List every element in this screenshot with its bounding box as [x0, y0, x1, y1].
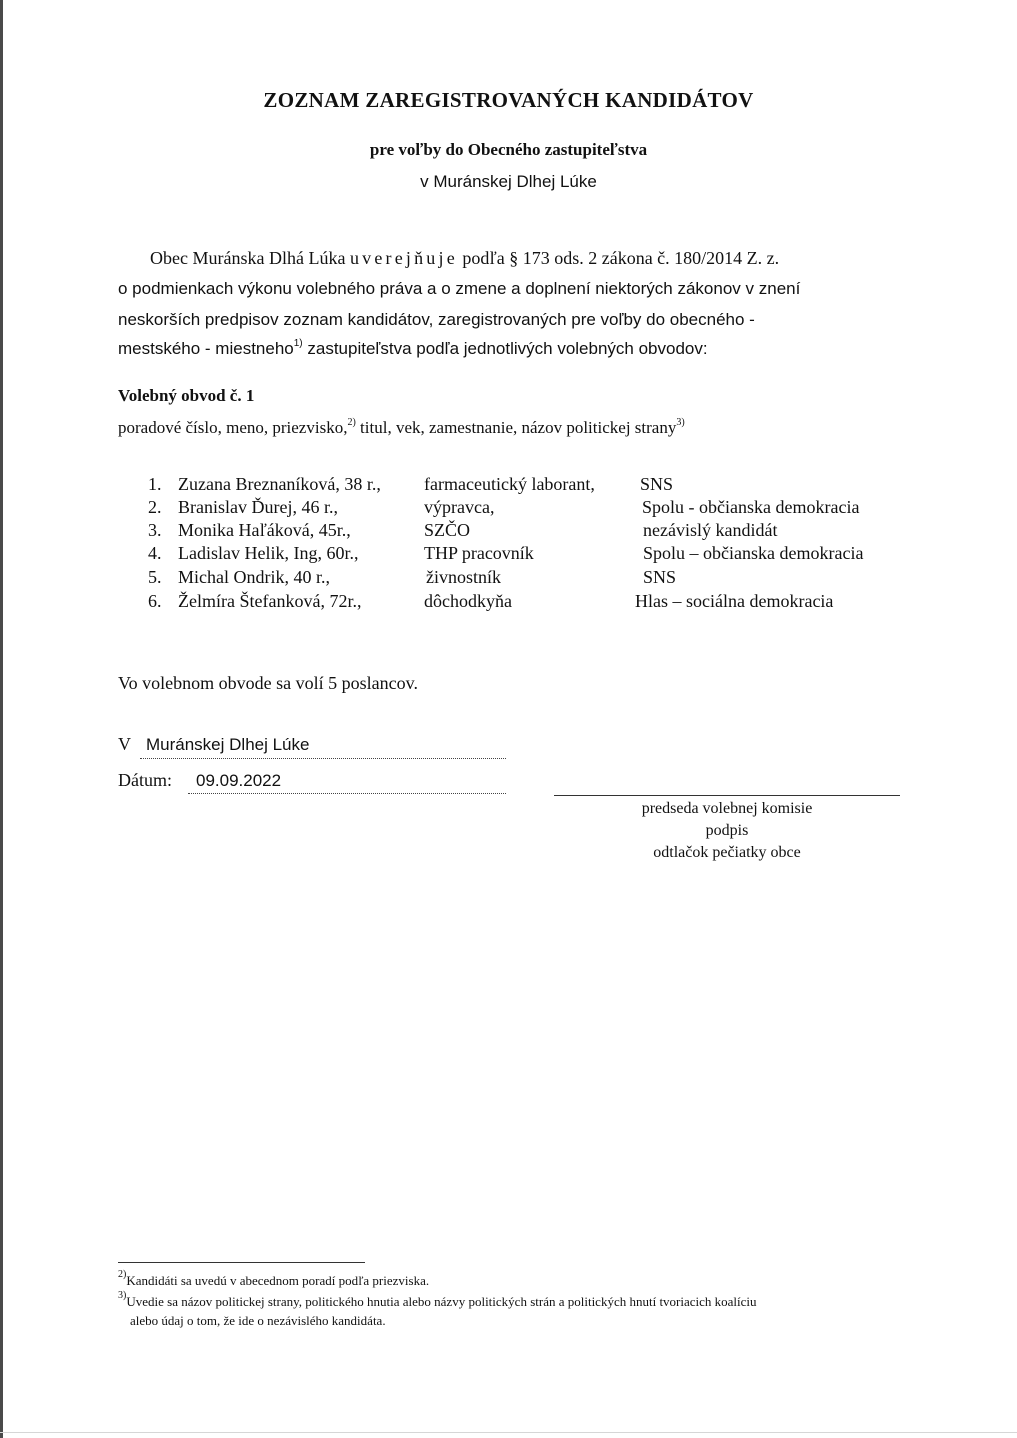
candidate-occupation: výpravca,	[424, 497, 495, 517]
date-dotted-line	[188, 793, 506, 794]
document-place: v Muránskej Dlhej Lúke	[420, 172, 597, 191]
candidate-occupation: živnostník	[426, 567, 501, 587]
candidate-party: nezávislý kandidát	[643, 520, 778, 540]
candidate-party: SNS	[640, 474, 674, 494]
footnote-3-continued: alebo údaj o tom, že ide o nezávislého kandidáta.	[130, 1313, 386, 1328]
intro-line-1: Obec Muránska Dlhá Lúka uverejňuje podľa § 173 ods. 2 zákona č. 180/2014 Z. z.	[150, 248, 780, 268]
date-value: 09.09.2022	[196, 771, 282, 790]
place-dotted-line	[140, 758, 506, 759]
candidate-party: Hlas – sociálna demokracia	[635, 591, 834, 611]
intro-line-4: mestského - miestneho$^{1)}$ zastupiteľstva podľa jednotlivých volebných obvodov:	[118, 338, 708, 358]
candidate-name: Ladislav Helik, Ing, 60r.,	[178, 543, 359, 563]
district-heading: Volebný obvod č. 1	[118, 386, 255, 405]
stamp-label: odtlačok pečiatky obce	[653, 844, 801, 861]
column-description: poradové číslo, meno, priezvisko,$^{2)}$ titul, vek, zamestnanie, názov politickej strany$^{3)}$	[118, 417, 685, 437]
candidate-number: 5.	[148, 567, 162, 587]
date-label: Dátum:	[118, 770, 172, 790]
document-subtitle: pre voľby do Obecného zastupiteľstva	[369, 140, 648, 159]
footnote-2: $^{2)}$Kandidáti sa uvedú v abecednom poradí podľa priezviska.	[118, 1269, 430, 1288]
candidate-number: 6.	[148, 591, 162, 611]
scan-bottom-edge	[0, 1432, 1017, 1433]
candidate-name: Michal Ondrik, 40 r.,	[178, 567, 330, 587]
scan-left-edge	[0, 0, 3, 1438]
seats-summary: Vo volebnom obvode sa volí 5 poslancov.	[118, 673, 418, 693]
candidate-name: Zuzana Breznaníková, 38 r.,	[178, 474, 381, 494]
candidate-occupation: SZČO	[424, 520, 471, 540]
footnote-3: $^{3)}$Uvedie sa názov politickej strany, politického hnutia alebo názvy politických strán a politických hnutí tvoriacich koalíciu	[118, 1290, 757, 1309]
candidate-occupation: farmaceutický laborant,	[424, 474, 595, 494]
candidate-party: SNS	[643, 567, 677, 587]
place-label: V	[118, 734, 131, 754]
signature-role: predseda volebnej komisie	[641, 800, 813, 817]
document-title: ZOZNAM ZAREGISTROVANÝCH KANDIDÁTOV	[263, 88, 754, 112]
candidate-name: Želmíra Štefanková, 72r.,	[178, 591, 362, 611]
candidate-party: Spolu – občianska demokracia	[643, 543, 864, 563]
candidate-number: 1.	[148, 474, 162, 494]
place-value: Muránskej Dlhej Lúke	[146, 735, 310, 754]
candidate-occupation: dôchodkyňa	[424, 591, 512, 611]
candidate-number: 4.	[148, 543, 162, 563]
signature-label: podpis	[705, 822, 749, 839]
candidate-name: Branislav Ďurej, 46 r.,	[178, 497, 338, 517]
intro-line-2: o podmienkach výkonu volebného práva a o zmene a doplnení niektorých zákonov v znení	[118, 279, 801, 298]
candidate-party: Spolu - občianska demokracia	[642, 497, 860, 517]
candidate-number: 3.	[148, 520, 162, 540]
intro-line-3: neskorších predpisov zoznam kandidátov, zaregistrovaných pre voľby do obecného -	[118, 310, 755, 329]
footnote-separator	[118, 1262, 365, 1263]
candidate-number: 2.	[148, 497, 162, 517]
candidate-occupation: THP pracovník	[424, 543, 534, 563]
candidate-name: Monika Haľáková, 45r.,	[178, 520, 351, 540]
signature-line	[554, 795, 900, 796]
